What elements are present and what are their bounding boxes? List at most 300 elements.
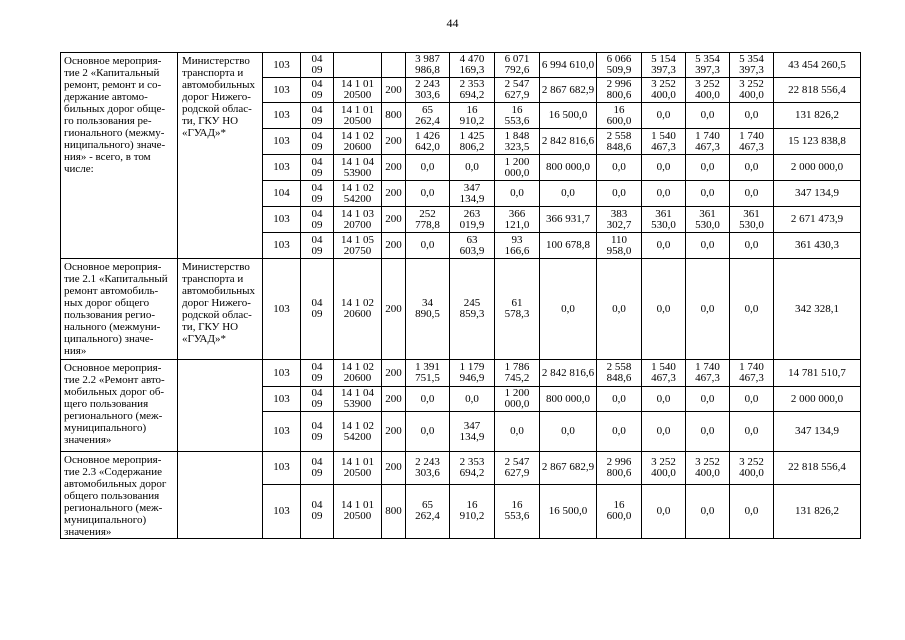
value-cell-text: 627,9 xyxy=(504,89,530,101)
value-cell-text: 778,8 xyxy=(415,218,440,231)
value-cell xyxy=(642,53,686,78)
value-cell xyxy=(406,207,450,233)
csr-cell xyxy=(334,233,382,259)
rzpr-cell xyxy=(301,155,334,181)
executor-cell xyxy=(178,452,263,539)
value-cell-text: 800,6 xyxy=(606,89,632,101)
value-cell xyxy=(642,259,686,360)
csr-cell-text: 14 1 01 xyxy=(341,499,374,512)
value-cell xyxy=(686,155,730,181)
value-cell-text: 890,5 xyxy=(415,308,440,320)
value-cell-text: 16 xyxy=(613,103,625,116)
vr-cell xyxy=(382,484,406,538)
value-cell-text: 467,3 xyxy=(739,140,764,153)
vr-cell-text: 800 xyxy=(385,109,402,121)
value-cell xyxy=(450,181,495,207)
vr-cell-text: 200 xyxy=(385,302,402,315)
value-cell xyxy=(495,53,540,78)
value-cell-text: 0,0 xyxy=(612,187,626,199)
total-cell-text: 361 430,3 xyxy=(795,239,839,251)
rzpr-cell-text: 04 xyxy=(311,387,323,399)
value-cell xyxy=(495,360,540,387)
csr-cell xyxy=(334,387,382,412)
vr-cell xyxy=(382,233,406,259)
csr-cell xyxy=(334,484,382,538)
vr-cell-text: 200 xyxy=(385,461,402,474)
program-name-cell-text: Основное мероприя-тие 2.3 «Содержание автомобильных дорог общего пользования регионального (меж-муниципального) значения» xyxy=(64,454,167,538)
value-cell xyxy=(406,259,450,360)
total-cell xyxy=(774,484,861,538)
rzpr-cell-text: 04 xyxy=(311,297,323,309)
total-cell-text: 347 134,9 xyxy=(795,425,839,437)
value-cell-text: 000,0 xyxy=(504,166,530,179)
value-cell xyxy=(540,387,597,412)
rzpr-cell-text: 04 xyxy=(311,499,323,512)
rzpr-cell-text: 04 xyxy=(311,78,323,90)
executor-cell-text: Министерство транспорта и автомобильных дорог Нижего-родской облас-ти, ГКУ НО «ГУАД»* xyxy=(182,261,255,345)
value-cell xyxy=(597,259,642,360)
value-cell-text: 806,2 xyxy=(459,140,485,153)
value-cell-text: 166,6 xyxy=(504,244,530,257)
csr-cell-text: 20750 xyxy=(343,244,372,257)
value-cell-text: 642,0 xyxy=(415,140,440,153)
value-cell-text: 0,0 xyxy=(420,425,435,437)
value-cell-text: 347 xyxy=(463,181,481,194)
value-cell xyxy=(406,78,450,103)
value-cell-text: 0,0 xyxy=(656,504,671,517)
value-cell-text: 400,0 xyxy=(651,466,676,479)
value-cell-text: 0,0 xyxy=(744,392,759,405)
rzpr-cell xyxy=(301,387,334,412)
value-cell-text: 16 xyxy=(466,103,478,116)
total-cell-text: 342 328,1 xyxy=(795,302,839,315)
value-cell-text: 400,0 xyxy=(739,89,764,101)
value-cell-text: 2 996 xyxy=(606,78,632,90)
vr-cell xyxy=(382,387,406,412)
value-cell-text: 383 xyxy=(610,207,628,220)
rzpr-cell xyxy=(301,484,334,538)
value-cell-text: 0,0 xyxy=(656,109,671,121)
value-cell-text: 303,6 xyxy=(415,89,440,101)
value-cell xyxy=(450,412,495,452)
program-name-cell xyxy=(61,360,178,452)
value-cell xyxy=(495,155,540,181)
value-cell-text: 1 200 xyxy=(504,387,530,399)
total-cell xyxy=(774,78,861,103)
vr-cell-text: 200 xyxy=(385,187,402,199)
csr-cell xyxy=(334,129,382,155)
value-cell-text: 0,0 xyxy=(420,161,435,173)
value-cell xyxy=(495,78,540,103)
executor-cell xyxy=(178,360,263,452)
total-cell xyxy=(774,452,861,485)
vr-cell xyxy=(382,207,406,233)
value-cell xyxy=(730,259,774,360)
value-cell xyxy=(540,484,597,538)
value-cell-text: 0,0 xyxy=(561,425,575,437)
value-cell-text: 1 425 xyxy=(459,129,485,142)
total-cell-text: 43 454 260,5 xyxy=(788,58,846,71)
csr-cell xyxy=(334,155,382,181)
value-cell xyxy=(450,484,495,538)
value-cell-text: 553,6 xyxy=(504,510,530,523)
value-cell-text: 0,0 xyxy=(656,392,671,405)
value-cell-text: 0,0 xyxy=(420,392,435,405)
value-cell xyxy=(686,484,730,538)
program-name-cell-text: Основное мероприя-тие 2.1 «Капитальный ремонт автомобиль-ных дорог общего пользования регио-нального (межмуни-ципального) значе-ния» xyxy=(64,261,168,357)
value-cell xyxy=(450,78,495,103)
csr-cell-text: 14 1 02 xyxy=(341,297,374,309)
value-cell xyxy=(597,452,642,485)
value-cell-text: 16 xyxy=(613,499,625,512)
value-cell xyxy=(406,53,450,78)
rzpr-cell-text: 09 xyxy=(311,244,323,257)
value-cell-text: 3 252 xyxy=(739,78,764,90)
rzpr-cell-text: 04 xyxy=(311,207,323,220)
rzpr-cell-text: 04 xyxy=(311,181,323,194)
value-cell-text: 553,6 xyxy=(504,114,530,127)
value-cell-text: 397,3 xyxy=(739,64,764,76)
value-cell-text: 2 353 xyxy=(459,78,485,90)
value-cell xyxy=(540,452,597,485)
value-cell xyxy=(642,484,686,538)
value-cell-text: 2 547 xyxy=(504,78,530,90)
value-cell-text: 134,9 xyxy=(459,192,485,205)
value-cell xyxy=(642,181,686,207)
value-cell-text: 0,0 xyxy=(744,302,759,315)
csr-cell-text: 14 1 02 xyxy=(341,181,374,194)
value-cell-text: 3 252 xyxy=(651,455,676,468)
value-cell-text: 019,9 xyxy=(459,218,485,231)
value-cell-text: 0,0 xyxy=(744,161,759,173)
csr-cell-text: 14 1 03 xyxy=(341,207,374,220)
total-cell-text: 15 123 838,8 xyxy=(788,135,846,147)
total-cell xyxy=(774,412,861,452)
value-cell-text: 694,2 xyxy=(459,466,485,479)
value-cell-text: 800 000,0 xyxy=(546,161,590,173)
table-row xyxy=(61,53,861,78)
value-cell-text: 0,0 xyxy=(510,425,524,437)
vr-cell xyxy=(382,412,406,452)
value-cell-text: 0,0 xyxy=(656,161,671,173)
value-cell-text: 3 252 xyxy=(695,455,720,468)
value-cell-text: 6 994 610,0 xyxy=(541,58,595,71)
value-cell xyxy=(540,181,597,207)
value-cell xyxy=(540,155,597,181)
value-cell xyxy=(686,452,730,485)
value-cell-text: 0,0 xyxy=(744,239,759,251)
table-row xyxy=(61,452,861,485)
grbs-cell xyxy=(263,412,301,452)
vr-cell-text: 200 xyxy=(385,213,402,225)
csr-cell xyxy=(334,360,382,387)
value-cell xyxy=(406,181,450,207)
rzpr-cell xyxy=(301,412,334,452)
value-cell-text: 2 243 xyxy=(415,78,440,90)
value-cell-text: 65 xyxy=(422,103,433,116)
value-cell xyxy=(730,103,774,129)
value-cell xyxy=(642,452,686,485)
rzpr-cell-text: 04 xyxy=(311,361,323,373)
total-cell-text: 22 818 556,4 xyxy=(788,83,846,96)
value-cell-text: 1 740 xyxy=(695,129,720,142)
value-cell xyxy=(495,484,540,538)
grbs-cell-text: 103 xyxy=(273,461,290,474)
value-cell-text: 400,0 xyxy=(695,89,720,101)
csr-cell-text: 53900 xyxy=(343,166,372,179)
total-cell xyxy=(774,53,861,78)
value-cell-text: 467,3 xyxy=(651,140,676,153)
grbs-cell xyxy=(263,452,301,485)
grbs-cell-text: 103 xyxy=(273,135,290,147)
value-cell xyxy=(642,207,686,233)
value-cell-text: 16 xyxy=(511,103,523,116)
value-cell xyxy=(540,259,597,360)
value-cell xyxy=(686,360,730,387)
rzpr-cell-text: 09 xyxy=(311,398,323,410)
value-cell-text: 910,2 xyxy=(459,510,485,523)
rzpr-cell xyxy=(301,78,334,103)
rzpr-cell-text: 04 xyxy=(311,103,323,116)
value-cell xyxy=(450,155,495,181)
value-cell xyxy=(730,412,774,452)
value-cell-text: 169,3 xyxy=(459,64,485,76)
value-cell-text: 467,3 xyxy=(651,372,676,384)
value-cell-text: 361 xyxy=(743,207,760,220)
grbs-cell-text: 103 xyxy=(273,213,290,225)
value-cell-text: 93 xyxy=(511,233,523,246)
value-cell-text: 366 xyxy=(508,207,526,220)
value-cell-text: 0,0 xyxy=(700,161,715,173)
rzpr-cell xyxy=(301,259,334,360)
value-cell-text: 530,0 xyxy=(695,218,720,231)
csr-cell-text: 14 1 01 xyxy=(341,455,374,468)
csr-cell-text: 54200 xyxy=(343,430,372,443)
grbs-cell xyxy=(263,484,301,538)
value-cell xyxy=(540,129,597,155)
value-cell-text: 1 786 xyxy=(504,361,530,373)
csr-cell-text: 14 1 02 xyxy=(341,361,374,373)
value-cell-text: 1 426 xyxy=(415,129,440,142)
value-cell xyxy=(730,129,774,155)
total-cell-text: 131 826,2 xyxy=(795,109,839,121)
vr-cell xyxy=(382,181,406,207)
value-cell-text: 1 740 xyxy=(695,361,720,373)
value-cell-text: 100 678,8 xyxy=(546,239,590,251)
value-cell xyxy=(495,259,540,360)
value-cell-text: 34 xyxy=(422,297,433,309)
value-cell-text: 262,4 xyxy=(415,114,440,127)
value-cell-text: 848,6 xyxy=(606,140,632,153)
csr-cell-text: 20500 xyxy=(343,466,372,479)
value-cell xyxy=(642,78,686,103)
value-cell-text: 262,4 xyxy=(415,510,440,523)
value-cell xyxy=(406,452,450,485)
value-cell-text: 6 066 xyxy=(606,53,632,65)
rzpr-cell-text: 09 xyxy=(311,218,323,231)
rzpr-cell-text: 09 xyxy=(311,510,323,523)
vr-cell-text: 200 xyxy=(385,135,402,147)
value-cell-text: 400,0 xyxy=(695,466,720,479)
value-cell-text: 509,9 xyxy=(606,64,632,76)
value-cell xyxy=(406,360,450,387)
grbs-cell xyxy=(263,233,301,259)
value-cell-text: 792,6 xyxy=(504,64,530,76)
value-cell-text: 347 xyxy=(463,419,481,432)
value-cell xyxy=(730,78,774,103)
csr-cell-text: 14 1 04 xyxy=(341,387,374,399)
vr-cell-text: 200 xyxy=(385,366,402,379)
value-cell-text: 0,0 xyxy=(612,161,626,173)
value-cell xyxy=(642,412,686,452)
table-row xyxy=(61,360,861,387)
value-cell-text: 0,0 xyxy=(420,187,435,199)
value-cell xyxy=(540,103,597,129)
vr-cell xyxy=(382,78,406,103)
value-cell xyxy=(450,129,495,155)
value-cell xyxy=(597,103,642,129)
rzpr-cell-text: 04 xyxy=(311,455,323,468)
rzpr-cell-text: 09 xyxy=(311,192,323,205)
value-cell xyxy=(450,53,495,78)
value-cell xyxy=(406,484,450,538)
value-cell xyxy=(406,412,450,452)
value-cell xyxy=(495,181,540,207)
value-cell-text: 302,7 xyxy=(606,218,632,231)
value-cell-text: 361 xyxy=(699,207,716,220)
value-cell-text: 2 996 xyxy=(606,455,632,468)
csr-cell-text: 20500 xyxy=(343,114,372,127)
value-cell-text: 3 252 xyxy=(695,78,720,90)
value-cell-text: 1 740 xyxy=(739,361,764,373)
value-cell-text: 323,5 xyxy=(504,140,530,153)
rzpr-cell xyxy=(301,129,334,155)
value-cell-text: 0,0 xyxy=(465,161,479,173)
value-cell-text: 0,0 xyxy=(561,302,575,315)
value-cell-text: 0,0 xyxy=(656,239,671,251)
value-cell-text: 1 540 xyxy=(651,129,676,142)
vr-cell xyxy=(382,259,406,360)
value-cell-text: 1 200 xyxy=(504,155,530,168)
grbs-cell-text: 103 xyxy=(273,504,290,517)
executor-cell xyxy=(178,259,263,360)
total-cell-text: 14 781 510,7 xyxy=(788,366,846,379)
rzpr-cell-text: 04 xyxy=(311,419,323,432)
value-cell xyxy=(642,155,686,181)
value-cell-text: 6 071 xyxy=(504,53,530,65)
value-cell-text: 263 xyxy=(463,207,481,220)
grbs-cell-text: 103 xyxy=(273,109,290,121)
value-cell-text: 2 842 816,6 xyxy=(541,366,595,379)
value-cell xyxy=(450,207,495,233)
grbs-cell xyxy=(263,103,301,129)
value-cell xyxy=(495,387,540,412)
value-cell-text: 1 540 xyxy=(651,361,676,373)
budget-table xyxy=(60,52,861,539)
value-cell-text: 600,0 xyxy=(606,510,632,523)
rzpr-cell xyxy=(301,233,334,259)
csr-cell-text: 14 1 01 xyxy=(341,103,374,116)
value-cell-text: 2 558 xyxy=(606,129,632,142)
value-cell-text: 530,0 xyxy=(651,218,676,231)
value-cell xyxy=(495,412,540,452)
total-cell xyxy=(774,259,861,360)
value-cell-text: 694,2 xyxy=(459,89,485,101)
value-cell-text: 0,0 xyxy=(510,187,524,199)
value-cell xyxy=(642,129,686,155)
value-cell-text: 467,3 xyxy=(695,372,720,384)
value-cell-text: 361 xyxy=(655,207,672,220)
value-cell xyxy=(730,387,774,412)
value-cell xyxy=(597,53,642,78)
value-cell xyxy=(597,207,642,233)
grbs-cell-text: 103 xyxy=(273,302,290,315)
total-cell-text: 2 671 473,9 xyxy=(790,213,844,225)
grbs-cell xyxy=(263,181,301,207)
grbs-cell-text: 103 xyxy=(273,83,290,96)
rzpr-cell xyxy=(301,53,334,78)
value-cell-text: 530,0 xyxy=(739,218,764,231)
csr-cell-text: 20600 xyxy=(343,308,372,320)
value-cell-text: 2 867 682,9 xyxy=(541,461,595,474)
value-cell-text: 946,9 xyxy=(459,372,485,384)
total-cell-text: 347 134,9 xyxy=(795,187,839,199)
value-cell-text: 1 740 xyxy=(739,129,764,142)
value-cell xyxy=(686,387,730,412)
value-cell-text: 603,9 xyxy=(459,244,485,257)
total-cell xyxy=(774,129,861,155)
value-cell xyxy=(540,207,597,233)
value-cell xyxy=(597,155,642,181)
value-cell-text: 2 867 682,9 xyxy=(541,83,595,96)
value-cell-text: 0,0 xyxy=(744,187,759,199)
grbs-cell xyxy=(263,78,301,103)
value-cell xyxy=(686,103,730,129)
page-number: 44 xyxy=(446,16,459,30)
value-cell-text: 0,0 xyxy=(612,392,626,405)
grbs-cell-text: 103 xyxy=(273,392,290,405)
grbs-cell-text: 103 xyxy=(273,425,290,437)
value-cell xyxy=(686,233,730,259)
csr-cell xyxy=(334,53,382,78)
value-cell xyxy=(686,259,730,360)
value-cell-text: 245 xyxy=(463,297,481,309)
value-cell xyxy=(540,233,597,259)
value-cell xyxy=(495,233,540,259)
value-cell xyxy=(597,387,642,412)
value-cell-text: 0,0 xyxy=(612,302,626,315)
value-cell-text: 400,0 xyxy=(739,466,764,479)
rzpr-cell-text: 04 xyxy=(311,129,323,142)
value-cell-text: 0,0 xyxy=(700,392,715,405)
total-cell xyxy=(774,181,861,207)
value-cell xyxy=(686,412,730,452)
value-cell-text: 600,0 xyxy=(606,114,632,127)
value-cell xyxy=(450,387,495,412)
vr-cell xyxy=(382,360,406,387)
grbs-cell xyxy=(263,129,301,155)
value-cell xyxy=(686,129,730,155)
total-cell-text: 2 000 000,0 xyxy=(790,392,844,405)
rzpr-cell-text: 04 xyxy=(311,155,323,168)
value-cell-text: 2 547 xyxy=(504,455,530,468)
value-cell-text: 2 842 816,6 xyxy=(541,135,595,147)
vr-cell-text: 200 xyxy=(385,239,402,251)
grbs-cell-text: 103 xyxy=(273,161,290,173)
value-cell-text: 467,3 xyxy=(739,372,764,384)
csr-cell xyxy=(334,452,382,485)
value-cell-text: 4 470 xyxy=(459,53,485,65)
